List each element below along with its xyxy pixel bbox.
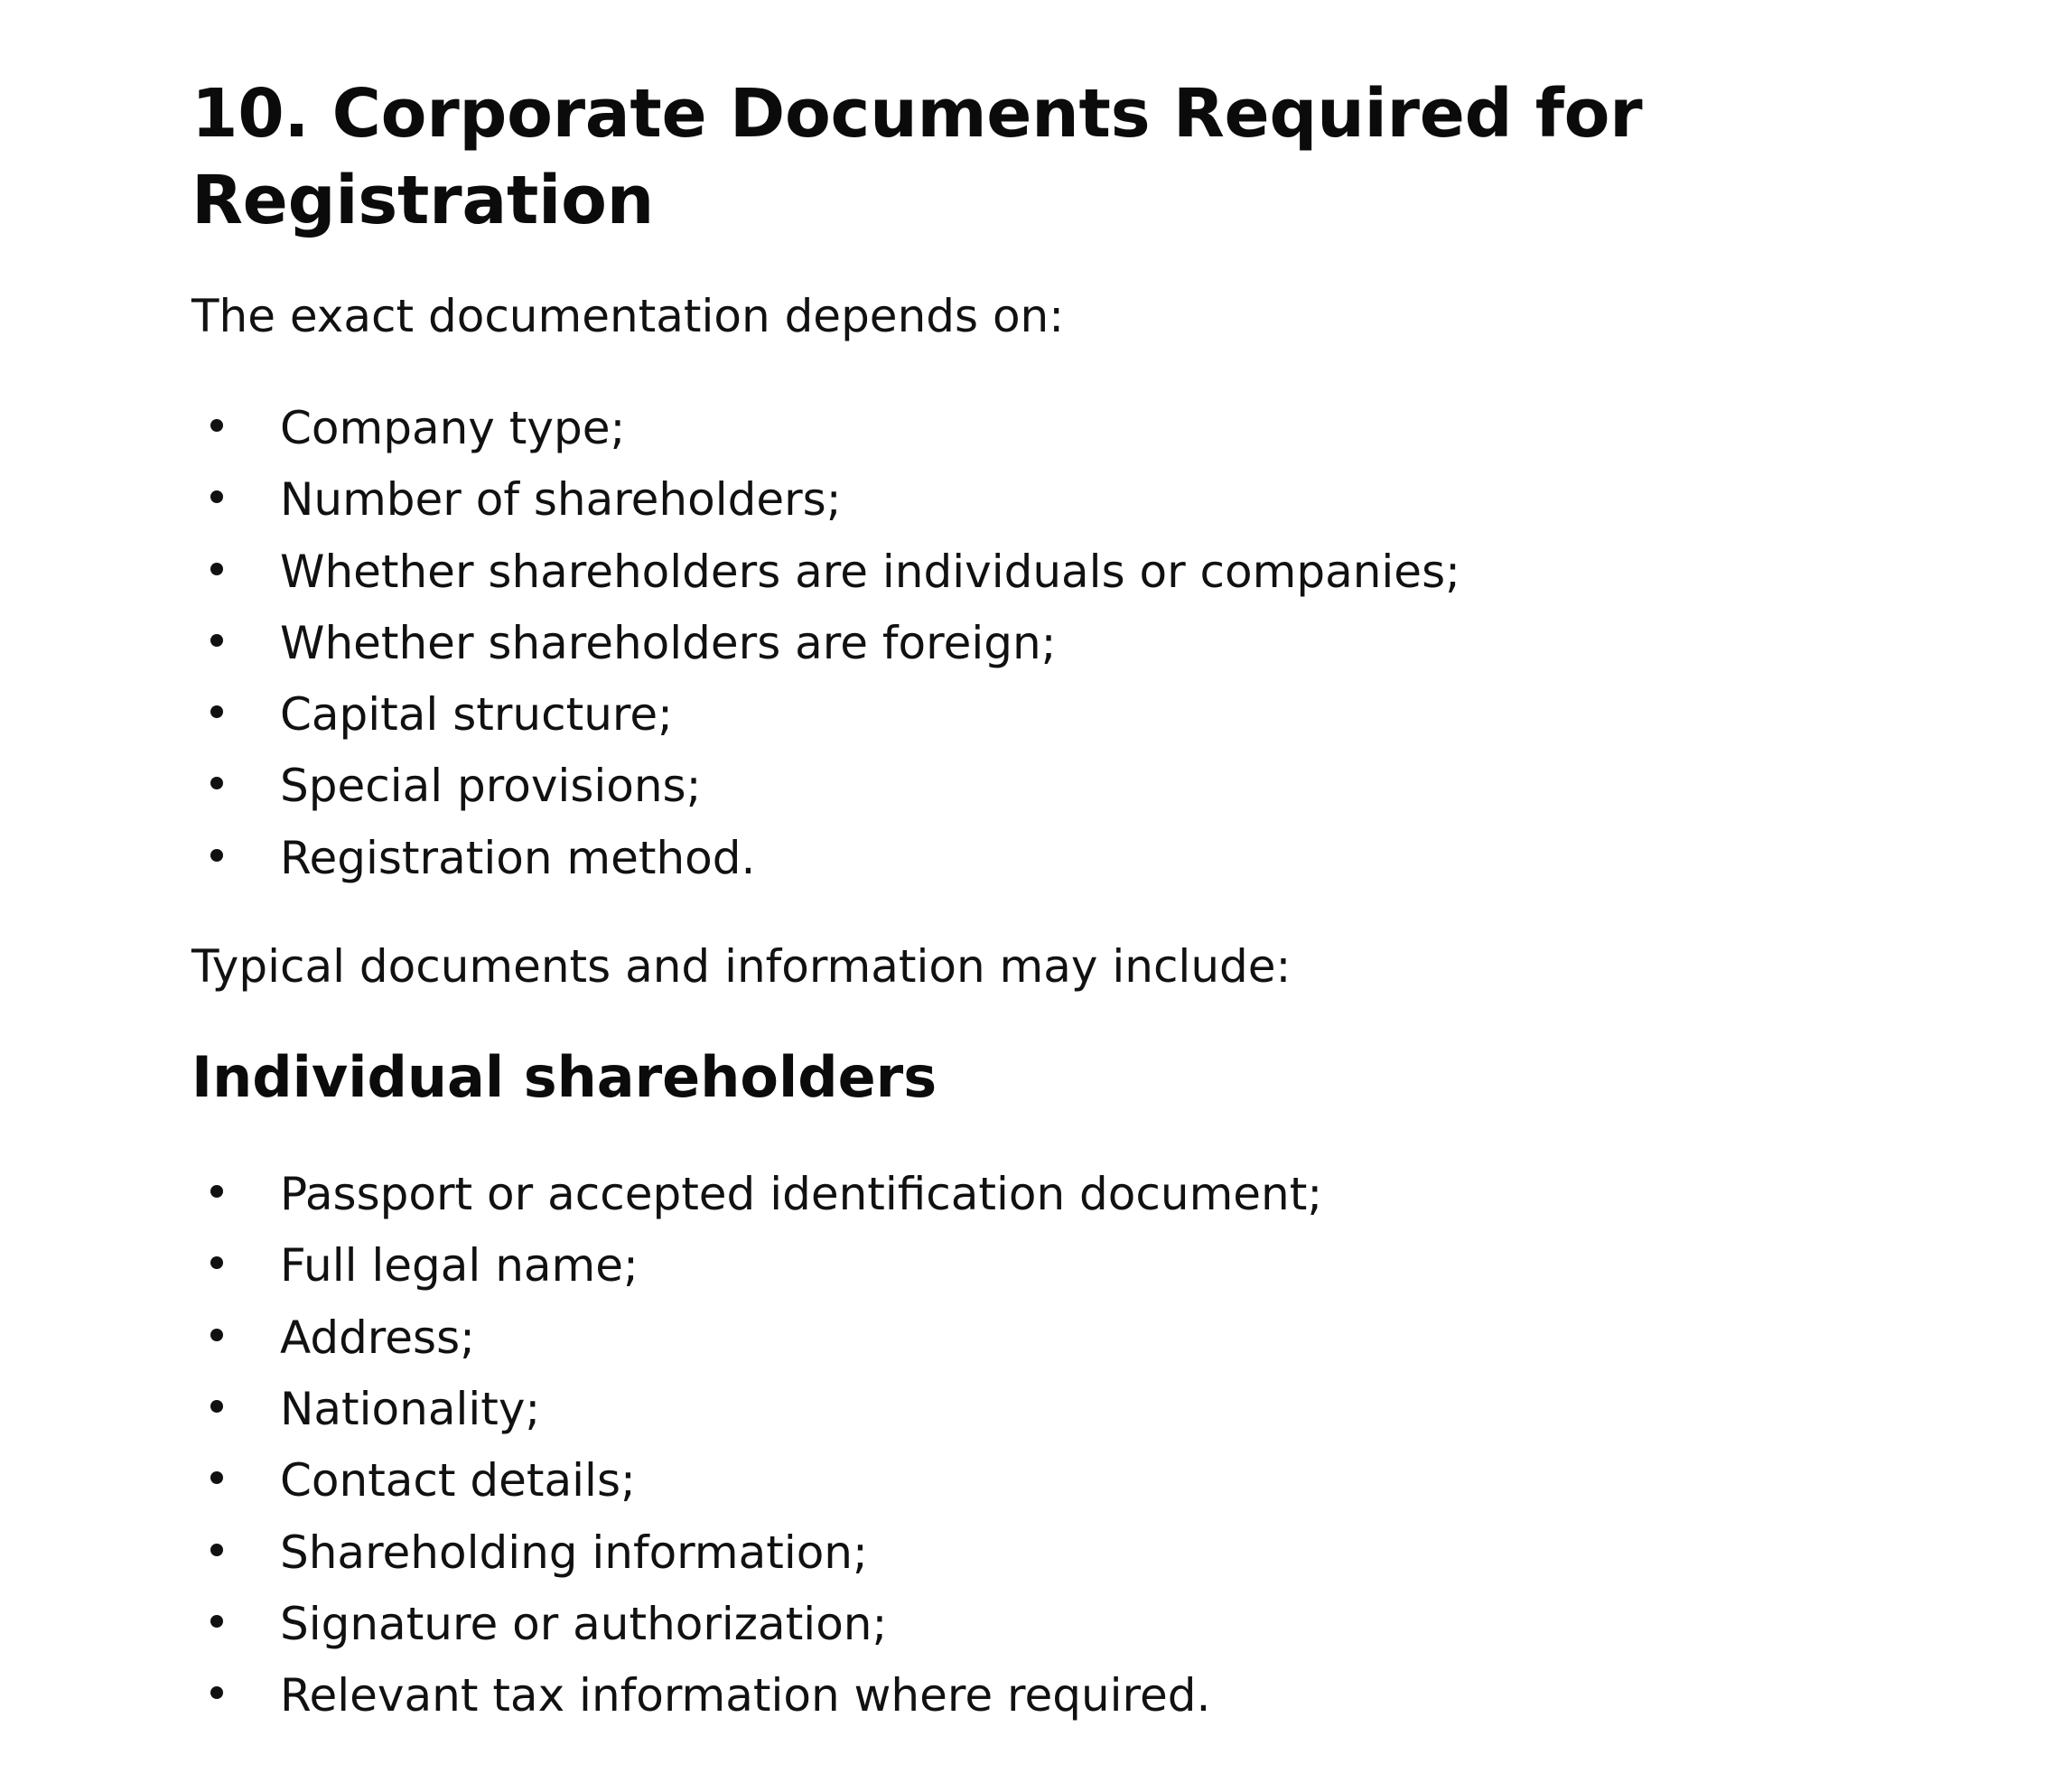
list-item-text: Number of shareholders;	[280, 473, 842, 527]
bullet-icon	[210, 1329, 223, 1341]
section-heading: 10. Corporate Documents Required for Registration	[191, 75, 1643, 239]
list-item	[191, 1666, 1817, 1738]
intro-paragraph: The exact documentation depends on:	[191, 290, 1065, 342]
bullet-icon	[210, 1686, 223, 1699]
individual-shareholders-list	[191, 1165, 1817, 1738]
list-item-text: Nationality;	[280, 1382, 541, 1435]
list-item-text: Relevant tax information where required.	[280, 1669, 1211, 1722]
list-item	[191, 1237, 1817, 1308]
list-item-text: Passport or accepted identification document;	[280, 1168, 1323, 1221]
list-item	[191, 614, 1817, 686]
list-item	[191, 757, 1817, 828]
bullet-icon	[210, 634, 223, 647]
bullet-icon	[210, 1544, 223, 1556]
list-item	[191, 1165, 1817, 1237]
list-item	[191, 1380, 1817, 1451]
typical-documents-paragraph: Typical documents and information may include:	[191, 940, 1292, 994]
list-item-text: Company type;	[280, 402, 626, 454]
list-item-text: Address;	[280, 1311, 475, 1364]
bullet-icon	[210, 1256, 223, 1269]
list-item-text: Full legal name;	[280, 1239, 639, 1293]
list-item	[191, 471, 1817, 542]
list-item-text: Whether shareholders are individuals or companies;	[280, 545, 1460, 598]
depends-on-list	[191, 399, 1817, 901]
subheading-individual-shareholders: Individual shareholders	[191, 1044, 937, 1111]
list-item-text: Whether shareholders are foreign;	[280, 616, 1057, 669]
list-item-text: Signature or authorization;	[280, 1597, 888, 1650]
list-item	[191, 686, 1817, 757]
bullet-icon	[210, 563, 223, 575]
bullet-icon	[210, 849, 223, 862]
bullet-icon	[210, 1400, 223, 1413]
list-item	[191, 1524, 1817, 1595]
list-item	[191, 1451, 1817, 1523]
list-item-text: Contact details;	[280, 1454, 636, 1507]
bullet-icon	[210, 1471, 223, 1484]
bullet-icon	[210, 705, 223, 718]
bullet-icon	[210, 419, 223, 432]
list-item	[191, 829, 1817, 901]
bullet-icon	[210, 490, 223, 503]
list-item-text: Registration method.	[280, 831, 756, 884]
bullet-icon	[210, 777, 223, 789]
list-item	[191, 543, 1817, 614]
list-item-text: Special provisions;	[280, 760, 702, 813]
bullet-icon	[210, 1185, 223, 1198]
list-item	[191, 1309, 1817, 1380]
list-item	[191, 1595, 1817, 1666]
list-item	[191, 399, 1817, 471]
document-content	[191, 70, 1817, 1738]
bullet-icon	[210, 1615, 223, 1628]
list-item-text: Shareholding information;	[280, 1526, 868, 1579]
list-item-text: Capital structure;	[280, 688, 673, 742]
